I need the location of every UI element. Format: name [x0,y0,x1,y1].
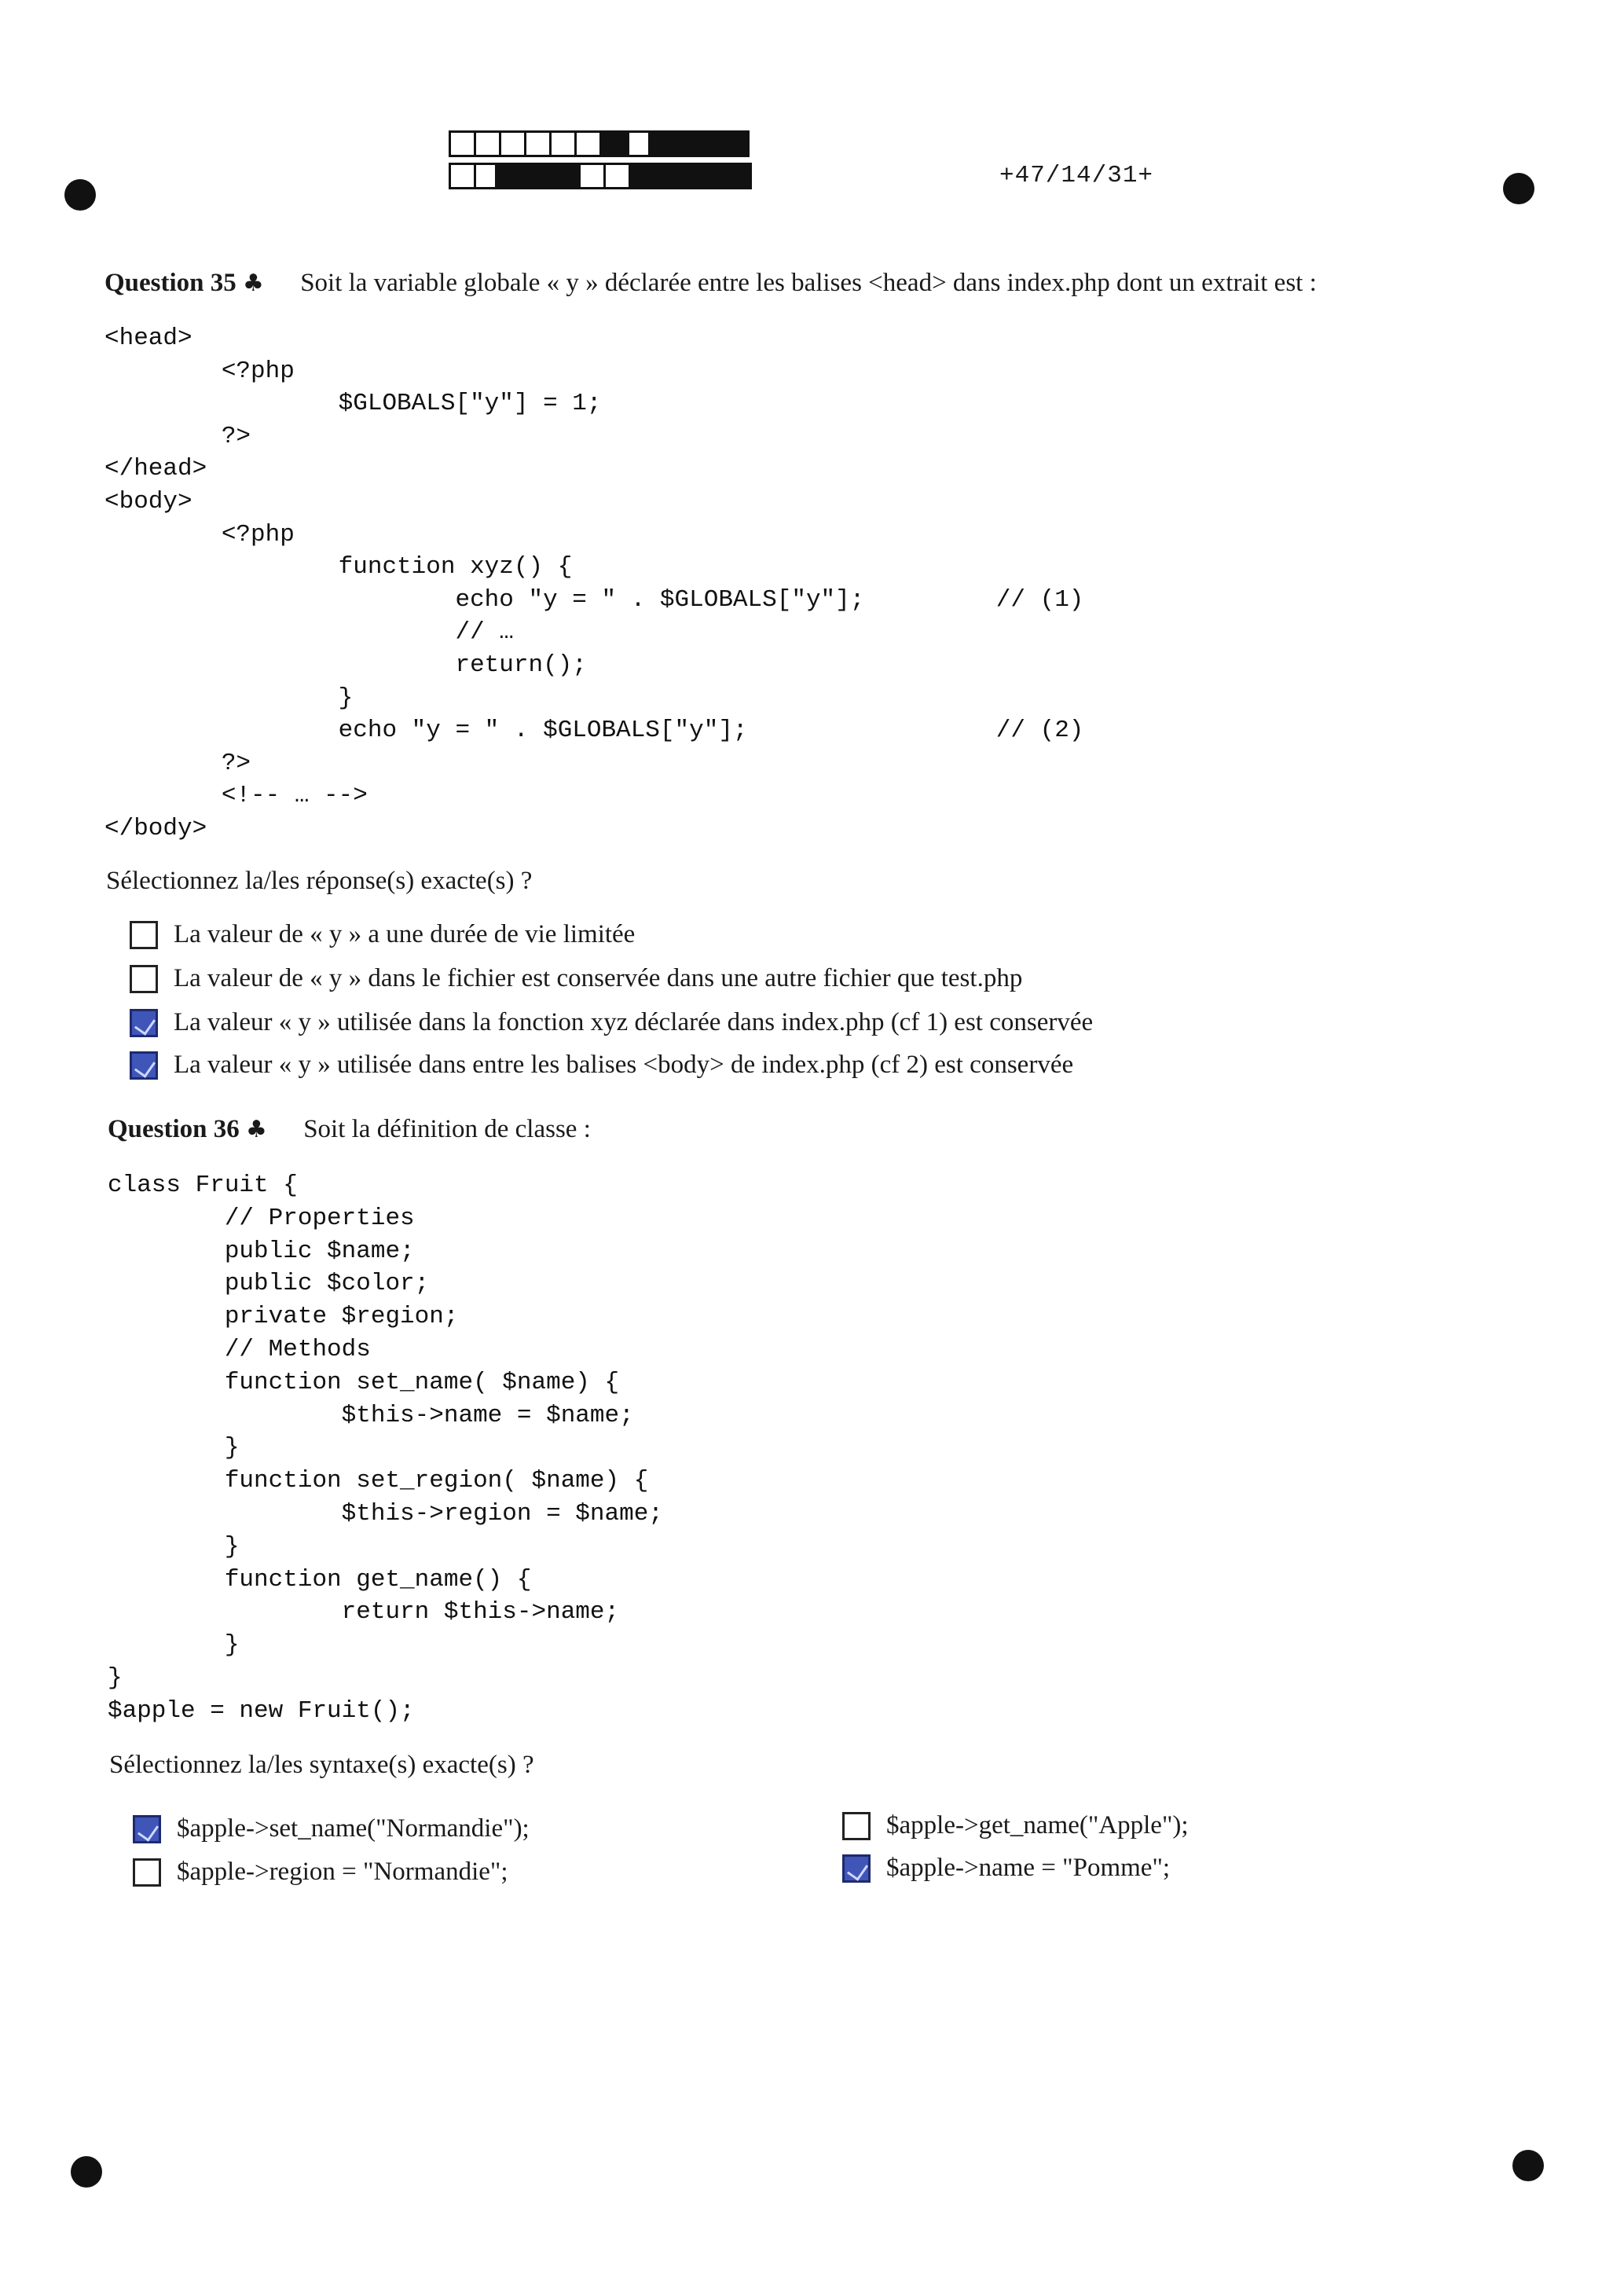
barcode-row-1 [449,130,750,157]
code-line: } [108,1664,123,1692]
code-line: return(); [104,651,587,679]
code-line: } [108,1434,240,1462]
code-line: } [104,684,354,712]
checkbox-checked[interactable] [842,1854,871,1883]
question-label: Question 35 [104,269,236,297]
registration-mark-bottom-left [71,2156,102,2188]
club-icon: ♣ [246,1116,267,1143]
code-line: public $name; [108,1237,415,1265]
code-line: function get_name() { [108,1565,532,1594]
instruction: Sélectionnez la/les syntaxe(s) exacte(s) ? [109,1751,534,1779]
answer-text: La valeur « y » utilisée dans la fonction xyz déclarée dans index.php (cf 1) est conservée [174,1008,1094,1036]
code-line: <body> [104,488,192,515]
checkbox-checked[interactable] [133,1815,161,1843]
code-line: <?php [104,520,295,548]
answer-text: $apple->get_name("Apple"); [886,1811,1189,1839]
question-36-header [108,1115,591,1144]
code-line: <!-- … --> [104,782,368,810]
code-line: public $color; [108,1270,430,1298]
answer-text: La valeur « y » utilisée dans entre les balises <body> de index.php (cf 2) est conservée [174,1051,1074,1079]
question-prompt: Soit la variable globale « y » déclarée entre les balises <head> dans index.php dont un extrait est : [300,269,1317,297]
code-line: ?> [104,422,251,450]
code-line: class Fruit { [108,1172,298,1199]
registration-mark-bottom-right [1512,2150,1544,2181]
checkbox[interactable] [842,1812,871,1840]
code-line: } [108,1532,240,1561]
code-line: function set_region( $name) { [108,1467,649,1495]
answer-option[interactable] [130,1008,1093,1037]
question-prompt: Soit la définition de classe : [303,1115,591,1143]
code-line: </body> [104,815,207,842]
answer-text: $apple->name = "Pomme"; [886,1854,1171,1882]
question-35-header [104,269,1317,298]
code-line: return $this->name; [108,1598,620,1627]
answer-option[interactable] [130,964,1022,993]
code-line: <head> [104,325,192,352]
answer-option[interactable] [133,1858,508,1887]
code-line: echo "y = " . $GLOBALS["y"]; // (2) [104,717,1084,745]
answer-option[interactable] [133,1814,530,1843]
answer-text: La valeur de « y » dans le fichier est conservée dans une autre fichier que test.php [174,964,1023,992]
instruction: Sélectionnez la/les réponse(s) exacte(s) ? [106,867,533,895]
checkbox[interactable] [133,1858,161,1887]
answer-option[interactable] [130,1051,1073,1080]
checkbox[interactable] [130,921,158,949]
question-label: Question 36 [108,1115,240,1143]
code-line: // Properties [108,1204,415,1232]
answer-option[interactable] [130,920,635,949]
page-code: +47/14/31+ [999,162,1154,189]
code-line: private $region; [108,1303,459,1331]
checkbox-checked[interactable] [130,1051,158,1080]
code-line: $GLOBALS["y"] = 1; [104,390,602,418]
registration-mark-top-right [1503,173,1534,204]
code-line: } [108,1631,240,1660]
code-line: function xyz() { [104,553,573,581]
code-line: // … [104,618,514,647]
code-line: </head> [104,455,207,483]
answer-option[interactable] [842,1854,1170,1883]
code-line: $apple = new Fruit(); [108,1696,415,1725]
barcode-row-2 [449,163,752,189]
code-line: function set_name( $name) { [108,1368,620,1396]
code-line: echo "y = " . $GLOBALS["y"]; // (1) [104,585,1084,614]
checkbox-checked[interactable] [130,1009,158,1037]
code-line: ?> [104,749,251,777]
answer-text: La valeur de « y » a une durée de vie limitée [174,920,636,948]
code-line: $this->region = $name; [108,1500,663,1528]
code-line: $this->name = $name; [108,1401,634,1429]
answer-text: $apple->set_name("Normandie"); [177,1814,530,1843]
registration-mark-top-left [64,179,96,211]
answer-text: $apple->region = "Normandie"; [177,1858,508,1886]
club-icon: ♣ [243,270,264,297]
answer-option[interactable] [842,1811,1189,1840]
code-line: // Methods [108,1336,371,1363]
code-line: <?php [104,357,295,385]
checkbox[interactable] [130,965,158,993]
